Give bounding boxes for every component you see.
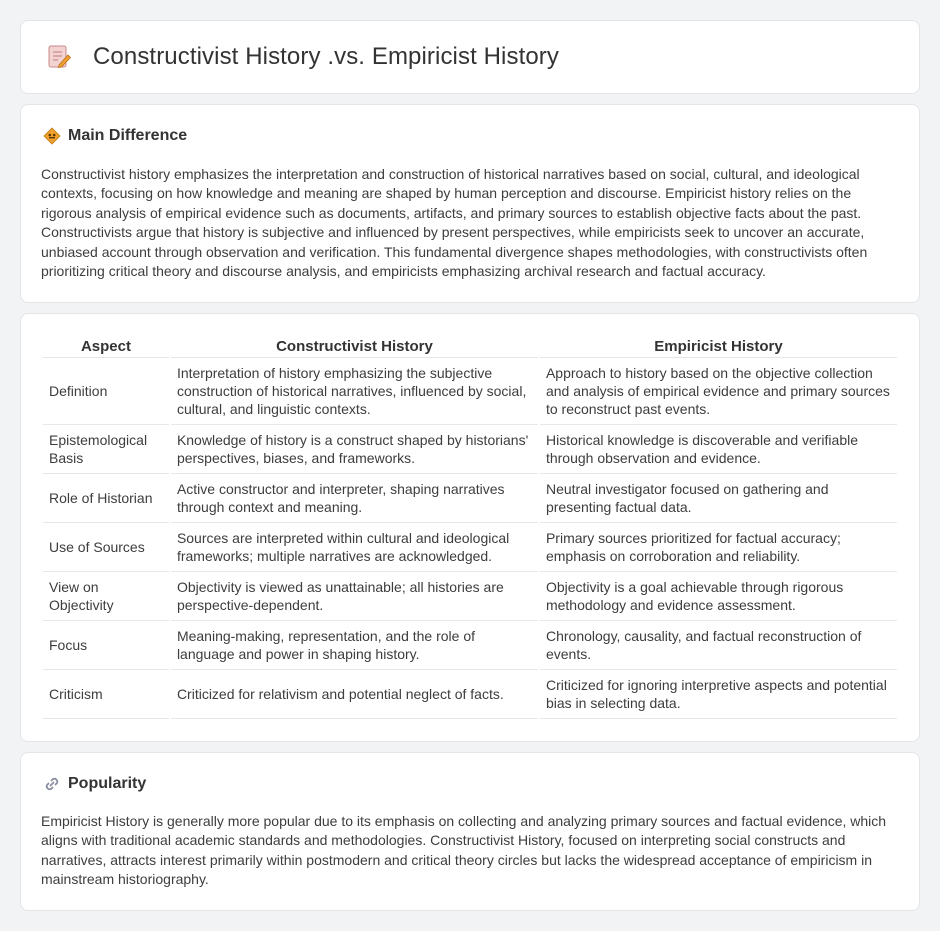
cell-empiricist: Historical knowledge is discoverable and verifiable through observation and evidence.: [540, 425, 897, 474]
title-row: [45, 43, 559, 71]
cell-empiricist: Primary sources prioritized for factual accuracy; emphasis on corroboration and reliability.: [540, 523, 897, 572]
cell-aspect: Role of Historian: [43, 474, 169, 523]
cell-aspect: View on Objectivity: [43, 572, 169, 621]
table-row: [43, 425, 897, 474]
popularity-title: Popularity: [68, 775, 147, 792]
table-row: [43, 358, 897, 425]
main-difference-header: [43, 127, 187, 145]
cell-constructivist: Active constructor and interpreter, shaping narratives through context and meaning.: [171, 474, 538, 523]
table-header-row: [43, 336, 897, 358]
popularity-text: Empiricist History is generally more popular due to its emphasis on collecting and analyzing primary sources and factual evidence, which aligns with traditional academic standards and methodologies. Constructivist History, focused on interpreting social constructs and narratives, attracts interest primarily within postmodern and critical theory circles but lacks the widespread acceptance of empiricism in mainstream historiography.: [41, 813, 887, 888]
popularity-header: [43, 775, 146, 793]
cell-constructivist: Knowledge of history is a construct shaped by historians' perspectives, biases, and frameworks.: [171, 425, 538, 474]
cell-empiricist: Chronology, causality, and factual reconstruction of events.: [540, 621, 897, 670]
cell-aspect: Definition: [43, 358, 169, 425]
main-difference-card: [20, 104, 920, 303]
cell-empiricist: Criticized for ignoring interpretive aspects and potential bias in selecting data.: [540, 670, 897, 719]
table-row: [43, 523, 897, 572]
cell-aspect: Focus: [43, 621, 169, 670]
header-constructivist: Constructivist History: [171, 336, 538, 358]
comparison-table-card: [20, 313, 920, 742]
cell-empiricist: Objectivity is a goal achievable through rigorous methodology and evidence assessment.: [540, 572, 897, 621]
diamond-sign-icon: [43, 127, 61, 145]
cell-aspect: Use of Sources: [43, 523, 169, 572]
cell-empiricist: Approach to history based on the objective collection and analysis of empirical evidence and primary sources to reconstruct past events.: [540, 358, 897, 425]
page-title: Constructivist History .vs. Empiricist History: [93, 43, 559, 70]
table-row: [43, 621, 897, 670]
link-icon: [43, 775, 61, 793]
cell-constructivist: Criticized for relativism and potential neglect of facts.: [171, 670, 538, 719]
cell-aspect: Epistemological Basis: [43, 425, 169, 474]
header-empiricist: Empiricist History: [540, 336, 897, 358]
cell-constructivist: Meaning-making, representation, and the role of language and power in shaping history.: [171, 621, 538, 670]
popularity-card: [20, 752, 920, 911]
cell-constructivist: Objectivity is viewed as unattainable; all histories are perspective-dependent.: [171, 572, 538, 621]
table-row: [43, 474, 897, 523]
header-aspect: Aspect: [43, 336, 169, 358]
cell-constructivist: Sources are interpreted within cultural and ideological frameworks; multiple narratives are acknowledged.: [171, 523, 538, 572]
table-row: [43, 670, 897, 719]
cell-empiricist: Neutral investigator focused on gathering and presenting factual data.: [540, 474, 897, 523]
main-difference-title: Main Difference: [68, 127, 188, 144]
cell-aspect: Criticism: [43, 670, 169, 719]
document-pencil-icon: [45, 43, 73, 71]
cell-constructivist: Interpretation of history emphasizing the subjective construction of historical narratives, influenced by social, cultural, and linguistic contexts.: [171, 358, 538, 425]
table-row: [43, 572, 897, 621]
title-card: [20, 20, 920, 94]
comparison-table: [41, 336, 899, 719]
main-difference-text: Constructivist history emphasizes the interpretation and construction of historical narratives based on social, cultural, and ideological contexts, focusing on how knowledge and meaning are shaped by human perception and discourse. Empiricist history relies on the rigorous analysis of empirical evidence such as documents, artifacts, and primary sources to establish objective facts about the past. Constructivists argue that history is subjective and influenced by present perspectives, while empiricists seek to uncover an accurate, unbiased account through observation and verification. This fundamental divergence shapes methodologies, with constructivists often prioritizing critical theory and discourse analysis, and empiricists emphasizing archival research and factual accuracy.: [41, 166, 868, 280]
